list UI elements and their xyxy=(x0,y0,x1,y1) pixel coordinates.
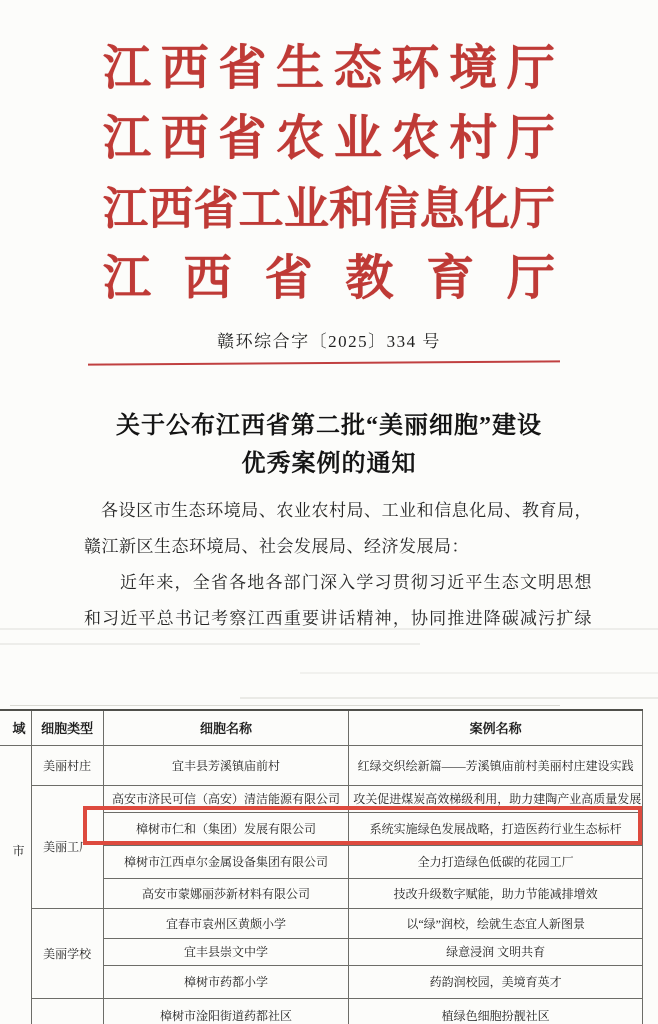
letterhead-line-education: 江 西 省 教 育 厅 xyxy=(103,252,555,305)
document-reference-number: 赣环综合字〔2025〕334 号 xyxy=(217,332,441,351)
cell-name: 樟树市药都小学 xyxy=(103,965,349,998)
cell-name: 高安市蒙娜丽莎新材料有限公司 xyxy=(103,878,349,908)
scan-streak xyxy=(300,672,658,674)
addressee-line1: 各设区市生态环境局、农业农村局、工业和信息化局、教育局， xyxy=(101,501,592,520)
letterhead-line-industry: 江 西 省 工 业 和 信 息 化 厅 xyxy=(103,183,555,234)
scan-streak xyxy=(240,697,658,699)
case-name: 红绿交织绘新篇——芳溪镇庙前村美丽村庄建设实践 xyxy=(349,745,643,785)
addressee-line2: 赣江新区生态环境局、社会发展局、经济发展局： xyxy=(84,537,469,556)
red-highlight-box xyxy=(83,806,642,845)
document-title xyxy=(0,407,658,483)
case-name: 攻关促进煤炭高效梯级利用，助力建陶产业高质量发展 xyxy=(349,785,643,812)
header-cell-name: 细胞名称 xyxy=(103,710,349,745)
letterhead xyxy=(0,34,658,314)
table-header-row xyxy=(0,710,643,745)
cell-name: 高安市济民可信（高安）清洁能源有限公司 xyxy=(103,785,349,812)
case-name: 药韵润校园，美境育英才 xyxy=(349,965,643,998)
case-name: 植绿色细胞扮靓社区 xyxy=(349,998,643,1024)
paragraph-line2: 和习近平总书记考察江西重要讲话精神，协同推进降碳减污扩绿 xyxy=(84,609,592,628)
red-divider-rule xyxy=(88,360,560,365)
header-case-name: 案例名称 xyxy=(349,710,643,745)
document-title-line1: 关于公布江西省第二批“美丽细胞”建设 xyxy=(116,413,542,439)
cell-name: 樟树市仁和（集团）发展有限公司 xyxy=(103,812,349,845)
table-row xyxy=(0,908,643,938)
header-cell-type: 细胞类型 xyxy=(31,710,103,745)
scan-streak xyxy=(0,643,420,645)
case-name: 绿意浸润 文明共育 xyxy=(349,938,643,965)
case-name: 系统实施绿色发展战略，打造医药行业生态标杆 xyxy=(349,812,643,845)
category-empty-cell xyxy=(31,998,103,1024)
case-name: 以“绿”润校，绘就生态宜人新图景 xyxy=(349,908,643,938)
letterhead-line-ecology: 江 西 省 生 态 环 境 厅 xyxy=(103,42,555,95)
scan-ghost-line xyxy=(10,705,560,706)
letterhead-line-agriculture: 江 西 省 农 业 农 村 厅 xyxy=(103,112,555,165)
table-row-clipped xyxy=(0,998,643,1024)
body-text xyxy=(84,493,592,637)
table-row xyxy=(0,745,643,785)
scan-streak xyxy=(0,628,658,630)
cell-name: 宜丰县芳溪镇庙前村 xyxy=(103,745,349,785)
paragraph-line1: 近年来，全省各地各部门深入学习贯彻习近平生态文明思想 xyxy=(120,573,592,592)
region-cell: 市 xyxy=(0,745,31,1024)
header-region: 域 xyxy=(0,710,31,745)
category-factory-cell: 美丽工厂 xyxy=(31,785,103,908)
case-name: 技改升级数字赋能，助力节能减排增效 xyxy=(349,878,643,908)
results-table xyxy=(0,709,643,1024)
cell-name: 宜春市袁州区黄颇小学 xyxy=(103,908,349,938)
category-school-cell: 美丽学校 xyxy=(31,908,103,998)
case-name: 全力打造绿色低碳的花园工厂 xyxy=(349,845,643,878)
cell-name: 樟树市淦阳街道药都社区 xyxy=(103,998,349,1024)
cell-name: 宜丰县崇文中学 xyxy=(103,938,349,965)
cell-name: 樟树市江西卓尔金属设备集团有限公司 xyxy=(103,845,349,878)
category-village-cell: 美丽村庄 xyxy=(31,745,103,785)
document-title-line2: 优秀案例的通知 xyxy=(241,451,417,477)
